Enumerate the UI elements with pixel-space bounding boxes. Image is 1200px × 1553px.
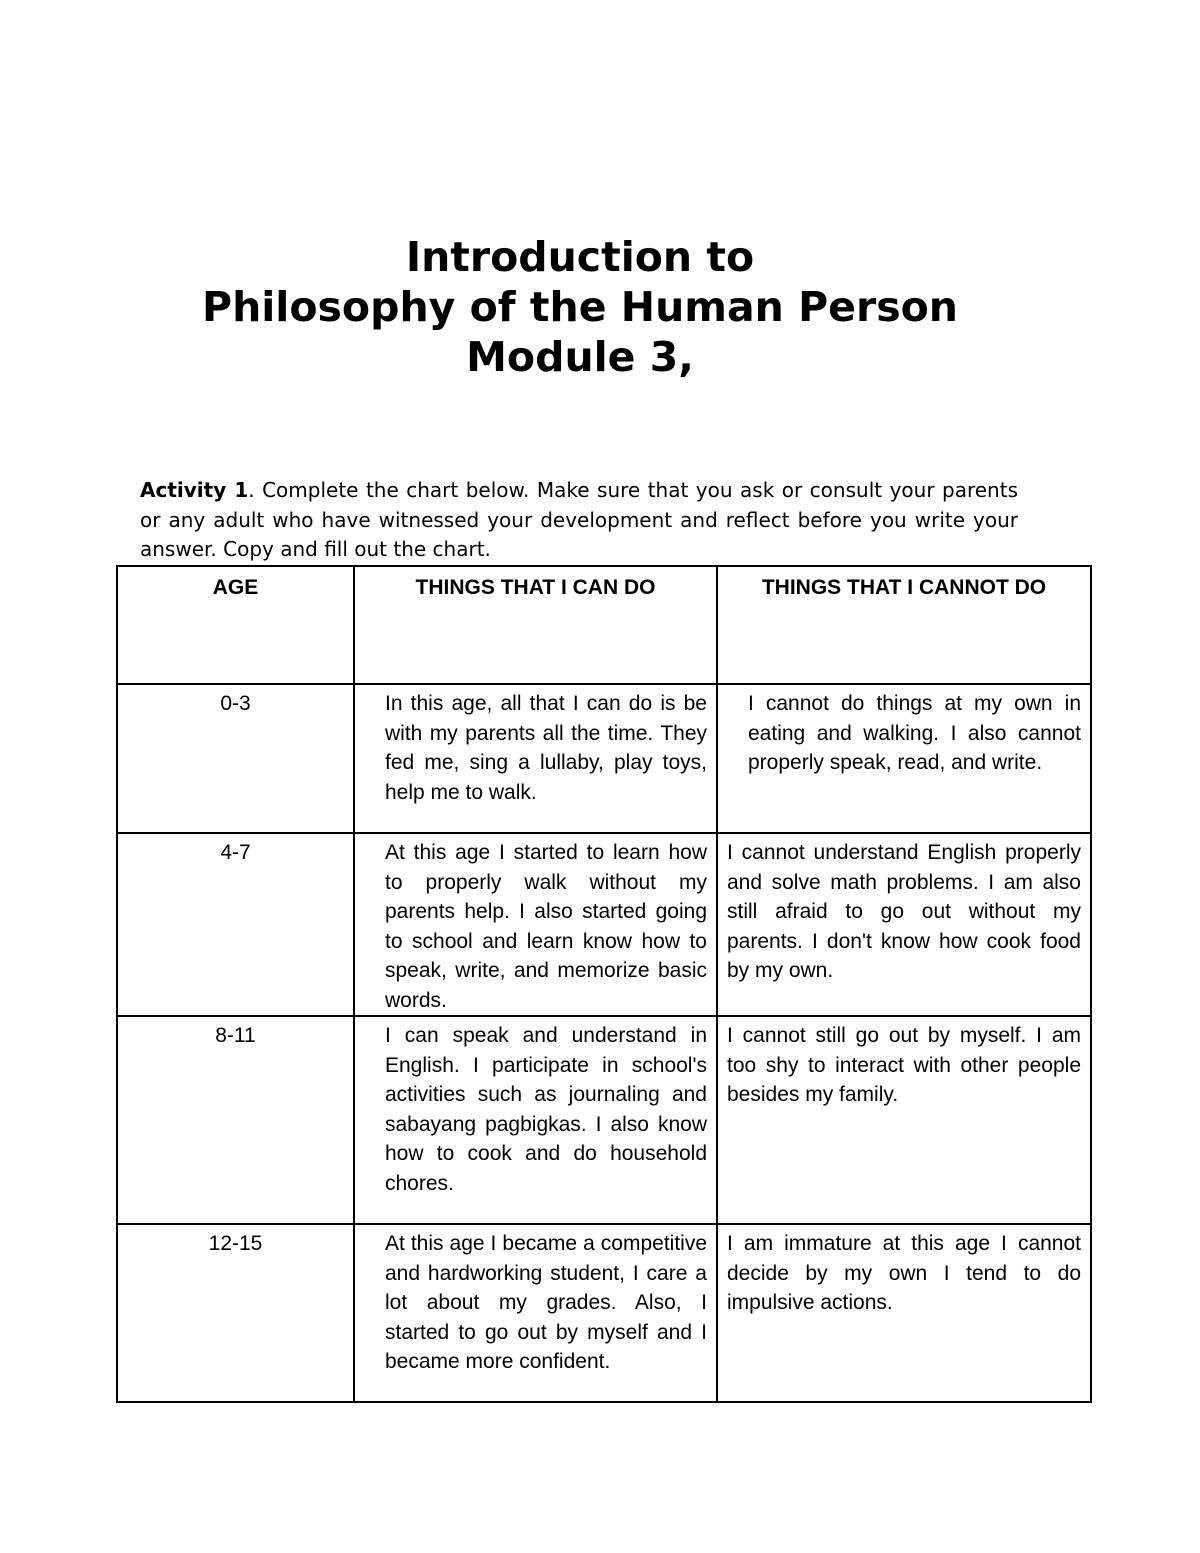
cannot-do-cell: I cannot still go out by myself. I am too shy to interact with other people besides my family. <box>717 1016 1091 1224</box>
title-line-2: Philosophy of the Human Person <box>202 283 958 331</box>
title-line-3: Module 3, <box>466 333 694 381</box>
document-title <box>0 232 1160 382</box>
table-row <box>117 1016 1091 1224</box>
cannot-do-cell: I cannot understand English properly and solve math problems. I am also still afraid to go out without my parents. I don't know how cook food by my own. <box>717 833 1091 1016</box>
can-do-cell: I can speak and understand in English. I participate in school's activities such as journaling and sabayang pagbigkas. I also know how to cook and do household chores. <box>354 1016 717 1224</box>
chart-header-row <box>117 566 1091 684</box>
table-row <box>117 684 1091 833</box>
development-chart <box>116 565 1092 1403</box>
age-cell: 4-7 <box>117 833 354 1016</box>
age-cell: 12-15 <box>117 1224 354 1402</box>
title-line-1: Introduction to <box>405 233 755 281</box>
header-age: AGE <box>117 566 354 684</box>
age-cell: 8-11 <box>117 1016 354 1224</box>
can-do-cell: At this age I started to learn how to properly walk without my parents help. I also started going to school and learn know how to speak, write, and memorize basic words. <box>354 833 717 1016</box>
activity-instructions <box>140 476 1018 565</box>
activity-text: . Complete the chart below. Make sure that you ask or consult your parents or any adult who have witnessed your development and reflect before you write your answer. Copy and fill out the chart. <box>140 478 1018 561</box>
header-can-do: THINGS THAT I CAN DO <box>354 566 717 684</box>
cannot-do-cell: I cannot do things at my own in eating and walking. I also cannot properly speak, read, and write. <box>717 684 1091 833</box>
header-cannot-do: THINGS THAT I CANNOT DO <box>717 566 1091 684</box>
can-do-cell: In this age, all that I can do is be with my parents all the time. They fed me, sing a lullaby, play toys, help me to walk. <box>354 684 717 833</box>
age-cell: 0-3 <box>117 684 354 833</box>
table-row <box>117 1224 1091 1402</box>
cannot-do-cell: I am immature at this age I cannot decide by my own I tend to do impulsive actions. <box>717 1224 1091 1402</box>
can-do-cell: At this age I became a competitive and hardworking student, I care a lot about my grades. Also, I started to go out by myself and I became more confident. <box>354 1224 717 1402</box>
activity-label: Activity 1 <box>140 478 249 502</box>
table-row <box>117 833 1091 1016</box>
